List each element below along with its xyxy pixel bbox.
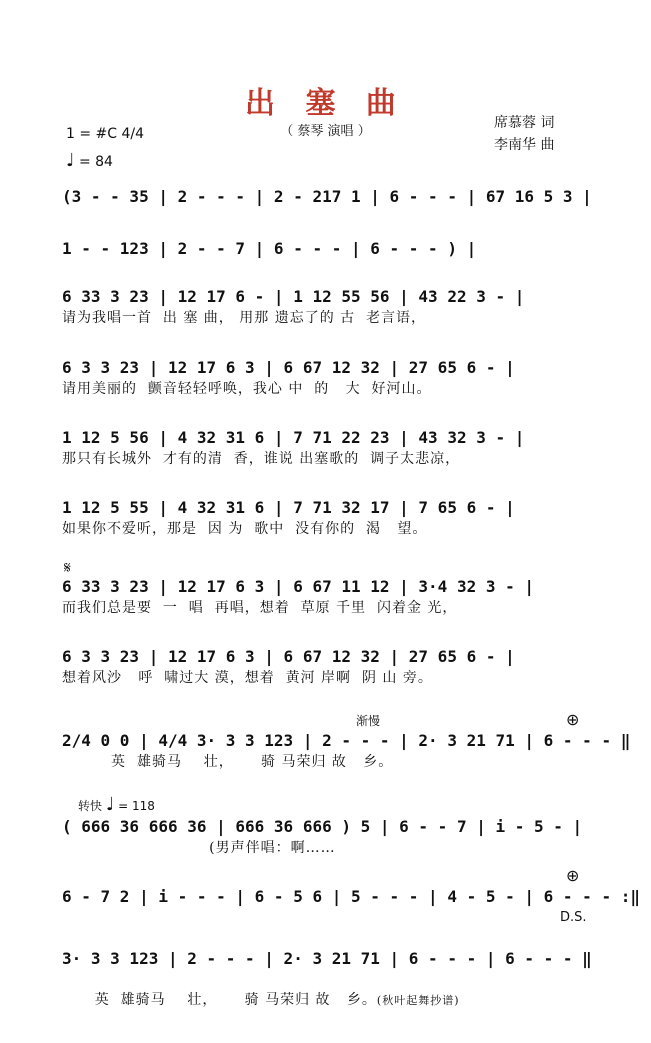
speedup-label: 转快 — [78, 799, 103, 813]
lyrics-line — [62, 970, 592, 1008]
quarter-note-icon: ♩ — [105, 794, 115, 815]
notation-line: 6 3 3 23 | 12 17 6 3 | 6 67 12 32 | 27 65 6 - | — [62, 358, 515, 377]
key-signature: 1 = #C 4/4 — [66, 126, 145, 142]
lyrics-line: 请为我唱一首 出 塞 曲， 用那 遗忘了的 古 老言语， — [62, 310, 427, 326]
system-1 — [62, 186, 592, 208]
song-title: 出 塞 曲 — [245, 86, 406, 121]
system-6 — [62, 497, 592, 539]
ds-mark: D.S. — [560, 910, 587, 925]
coda-icon: ⊕ — [566, 710, 580, 729]
lyrics-line: 那只有长城外 才有的清 香，谁说 出塞歌的 调子太悲凉， — [62, 451, 461, 467]
system-3 — [62, 286, 592, 328]
lyrics-line: 请用美丽的 颤音轻轻呼唤，我心 中 的 大 好河山。 — [62, 381, 432, 397]
lyrics-line: 而我们总是要 一 唱 再唱，想着 草原 千里 闪着金 光， — [62, 600, 458, 616]
system-8 — [62, 646, 592, 688]
notation-line: 6 - 7 2 | i - - - | 6 - 5 6 | 5 - - - | 4 - 5 - | 6 - - - :‖ — [62, 887, 640, 906]
system-4 — [62, 357, 592, 399]
ritardando-mark: 渐慢 — [356, 714, 381, 728]
song-subtitle: （ 蔡琴 演唱 ） — [280, 124, 371, 139]
coda-icon: ⊕ — [566, 866, 580, 885]
system-12 — [62, 948, 592, 1008]
lyrics-text: 英 雄骑马 壮， 骑 马荣归 故 乡。 — [94, 992, 377, 1008]
notation-line: 1 12 5 55 | 4 32 31 6 | 7 71 32 17 | 7 65 6 - | — [62, 498, 515, 517]
quarter-note-icon: ♩ — [66, 150, 75, 171]
notation-line: 3· 3 3 123 | 2 - - - | 2· 3 21 71 | 6 - - - | 6 - - - ‖ — [62, 949, 592, 968]
system-2 — [62, 238, 592, 260]
lyrics-line: 如果你不爱听，那是 因 为 歌中 没有你的 渴 望。 — [62, 521, 428, 537]
system-7 — [62, 576, 592, 618]
tempo-marking — [66, 150, 113, 171]
system-5 — [62, 427, 592, 469]
segno-icon: 𝄋 — [64, 558, 71, 577]
notation-line: 6 33 3 23 | 12 17 6 - | 1 12 55 56 | 43 22 3 - | — [62, 287, 525, 306]
system-11 — [62, 886, 640, 908]
notation-line: ( 666 36 666 36 | 666 36 666 ) 5 | 6 - - 7 | i - 5 - | — [62, 817, 583, 836]
composer-credit: 李南华 曲 — [494, 137, 555, 153]
tempo2-value: = 118 — [118, 799, 155, 813]
notation-line: 6 33 3 23 | 12 17 6 3 | 6 67 11 12 | 3·4 32 3 - | — [62, 577, 535, 596]
notation-line: 1 - - 123 | 2 - - 7 | 6 - - - | 6 - - - ) | — [62, 239, 477, 258]
speedup-mark — [78, 794, 155, 815]
transcriber-note: (秋叶起舞抄谱) — [376, 994, 460, 1007]
notation-line: 1 12 5 56 | 4 32 31 6 | 7 71 22 23 | 43 32 3 - | — [62, 428, 525, 447]
system-9 — [62, 730, 631, 772]
lyrics-line: (男声伴唱：啊…… — [62, 840, 336, 856]
lyricist-credit: 席慕蓉 词 — [494, 115, 555, 131]
system-10 — [62, 816, 592, 858]
tempo-value: = 84 — [78, 154, 113, 170]
notation-line: (3 - - 35 | 2 - - - | 2 - 217 1 | 6 - - - | 67 16 5 3 | — [62, 187, 592, 206]
lyrics-line: 想着风沙 呼 啸过大 漠，想着 黄河 岸啊 阴 山 旁。 — [62, 670, 433, 686]
notation-line: 6 3 3 23 | 12 17 6 3 | 6 67 12 32 | 27 65 6 - | — [62, 647, 515, 666]
lyrics-line: 英 雄骑马 壮， 骑 马荣归 故 乡。 — [62, 754, 394, 770]
notation-line: 2/4 0 0 | 4/4 3· 3 3 123 | 2 - - - | 2· 3 21 71 | 6 - - - ‖ — [62, 731, 631, 750]
